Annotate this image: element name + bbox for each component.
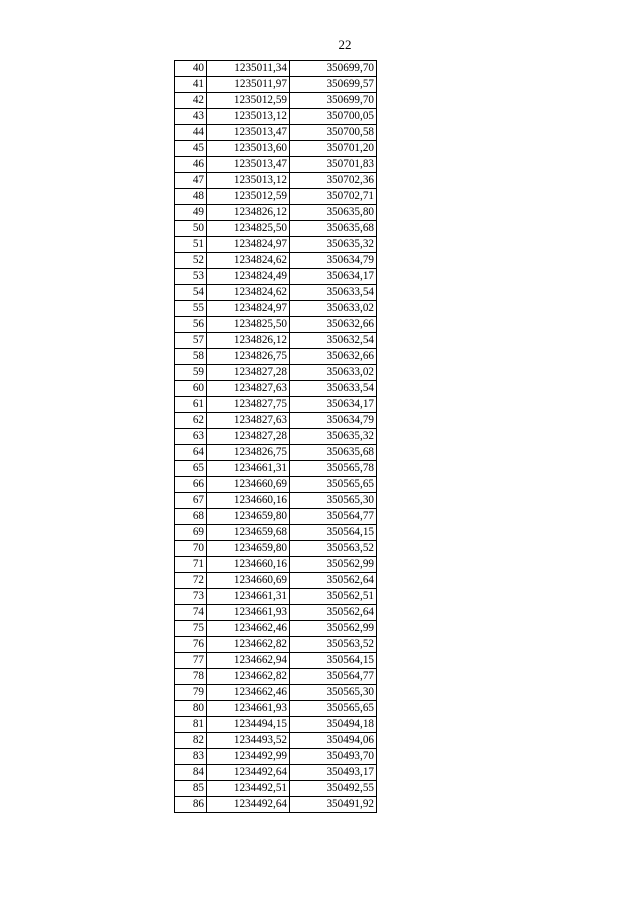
x-coordinate-cell: 1234824,62 [207,253,290,269]
table-row [175,717,377,733]
table-row [175,333,377,349]
table-row [175,429,377,445]
x-coordinate-cell: 1234659,80 [207,509,290,525]
point-number-cell: 80 [175,701,207,717]
table-row [175,125,377,141]
table-row [175,589,377,605]
y-coordinate-cell: 350563,52 [290,541,377,557]
point-number-cell: 65 [175,461,207,477]
x-coordinate-cell: 1234824,97 [207,237,290,253]
x-coordinate-cell: 1234662,94 [207,653,290,669]
point-number-cell: 79 [175,685,207,701]
x-coordinate-cell: 1234661,93 [207,605,290,621]
table-row [175,653,377,669]
point-number-cell: 77 [175,653,207,669]
y-coordinate-cell: 350562,99 [290,557,377,573]
point-number-cell: 73 [175,589,207,605]
y-coordinate-cell: 350702,36 [290,173,377,189]
table-row [175,109,377,125]
point-number-cell: 53 [175,269,207,285]
point-number-cell: 43 [175,109,207,125]
x-coordinate-cell: 1235013,12 [207,173,290,189]
x-coordinate-cell: 1234492,64 [207,797,290,813]
table-row [175,397,377,413]
point-number-cell: 76 [175,637,207,653]
table-row [175,141,377,157]
x-coordinate-cell: 1234492,64 [207,765,290,781]
table-row [175,349,377,365]
x-coordinate-cell: 1234660,16 [207,493,290,509]
x-coordinate-cell: 1234661,31 [207,589,290,605]
point-number-cell: 63 [175,429,207,445]
point-number-cell: 61 [175,397,207,413]
x-coordinate-cell: 1234662,82 [207,669,290,685]
point-number-cell: 40 [175,61,207,77]
table-row [175,61,377,77]
y-coordinate-cell: 350633,02 [290,365,377,381]
table-row [175,301,377,317]
x-coordinate-cell: 1235012,59 [207,93,290,109]
x-coordinate-cell: 1234825,50 [207,221,290,237]
x-coordinate-cell: 1235012,59 [207,189,290,205]
y-coordinate-cell: 350565,65 [290,701,377,717]
x-coordinate-cell: 1234824,49 [207,269,290,285]
table-row [175,189,377,205]
y-coordinate-cell: 350492,55 [290,781,377,797]
table-row [175,701,377,717]
point-number-cell: 47 [175,173,207,189]
y-coordinate-cell: 350633,02 [290,301,377,317]
x-coordinate-cell: 1234662,82 [207,637,290,653]
y-coordinate-cell: 350494,18 [290,717,377,733]
x-coordinate-cell: 1234827,75 [207,397,290,413]
x-coordinate-cell: 1235011,34 [207,61,290,77]
table-row [175,413,377,429]
y-coordinate-cell: 350699,70 [290,61,377,77]
table-row [175,317,377,333]
coordinates-table-body [175,61,377,813]
point-number-cell: 84 [175,765,207,781]
point-number-cell: 62 [175,413,207,429]
point-number-cell: 69 [175,525,207,541]
point-number-cell: 86 [175,797,207,813]
x-coordinate-cell: 1234492,99 [207,749,290,765]
table-row [175,93,377,109]
x-coordinate-cell: 1234827,28 [207,365,290,381]
y-coordinate-cell: 350493,17 [290,765,377,781]
point-number-cell: 45 [175,141,207,157]
y-coordinate-cell: 350565,30 [290,493,377,509]
table-row [175,685,377,701]
page-number: 22 [338,37,352,52]
table-row [175,269,377,285]
point-number-cell: 59 [175,365,207,381]
x-coordinate-cell: 1235013,47 [207,157,290,173]
table-row [175,733,377,749]
table-row [175,509,377,525]
x-coordinate-cell: 1234493,52 [207,733,290,749]
x-coordinate-cell: 1235013,60 [207,141,290,157]
y-coordinate-cell: 350564,15 [290,525,377,541]
y-coordinate-cell: 350635,32 [290,429,377,445]
x-coordinate-cell: 1234662,46 [207,621,290,637]
x-coordinate-cell: 1234825,50 [207,317,290,333]
table-row [175,461,377,477]
point-number-cell: 57 [175,333,207,349]
point-number-cell: 75 [175,621,207,637]
y-coordinate-cell: 350632,66 [290,317,377,333]
point-number-cell: 60 [175,381,207,397]
y-coordinate-cell: 350562,64 [290,573,377,589]
y-coordinate-cell: 350701,83 [290,157,377,173]
y-coordinate-cell: 350635,68 [290,221,377,237]
x-coordinate-cell: 1234826,75 [207,349,290,365]
table-row [175,77,377,93]
table-row [175,173,377,189]
y-coordinate-cell: 350634,17 [290,269,377,285]
table-row [175,541,377,557]
y-coordinate-cell: 350565,78 [290,461,377,477]
table-row [175,253,377,269]
x-coordinate-cell: 1234659,68 [207,525,290,541]
x-coordinate-cell: 1234826,75 [207,445,290,461]
table-row [175,365,377,381]
table-row [175,669,377,685]
point-number-cell: 66 [175,477,207,493]
y-coordinate-cell: 350565,30 [290,685,377,701]
x-coordinate-cell: 1234662,46 [207,685,290,701]
coordinates-table [174,60,377,813]
point-number-cell: 42 [175,93,207,109]
x-coordinate-cell: 1234824,97 [207,301,290,317]
y-coordinate-cell: 350633,54 [290,381,377,397]
x-coordinate-cell: 1235013,12 [207,109,290,125]
x-coordinate-cell: 1234827,28 [207,429,290,445]
y-coordinate-cell: 350493,70 [290,749,377,765]
y-coordinate-cell: 350699,57 [290,77,377,93]
point-number-cell: 72 [175,573,207,589]
point-number-cell: 82 [175,733,207,749]
table-row [175,605,377,621]
y-coordinate-cell: 350701,20 [290,141,377,157]
x-coordinate-cell: 1234661,31 [207,461,290,477]
table-row [175,477,377,493]
y-coordinate-cell: 350491,92 [290,797,377,813]
table-row [175,749,377,765]
x-coordinate-cell: 1234660,69 [207,573,290,589]
table-row [175,621,377,637]
y-coordinate-cell: 350565,65 [290,477,377,493]
point-number-cell: 51 [175,237,207,253]
table-row [175,765,377,781]
y-coordinate-cell: 350632,66 [290,349,377,365]
y-coordinate-cell: 350494,06 [290,733,377,749]
point-number-cell: 81 [175,717,207,733]
y-coordinate-cell: 350700,58 [290,125,377,141]
y-coordinate-cell: 350699,70 [290,93,377,109]
y-coordinate-cell: 350635,80 [290,205,377,221]
point-number-cell: 85 [175,781,207,797]
y-coordinate-cell: 350700,05 [290,109,377,125]
point-number-cell: 67 [175,493,207,509]
point-number-cell: 52 [175,253,207,269]
y-coordinate-cell: 350702,71 [290,189,377,205]
y-coordinate-cell: 350562,64 [290,605,377,621]
point-number-cell: 56 [175,317,207,333]
point-number-cell: 64 [175,445,207,461]
x-coordinate-cell: 1234492,51 [207,781,290,797]
point-number-cell: 70 [175,541,207,557]
x-coordinate-cell: 1235011,97 [207,77,290,93]
point-number-cell: 54 [175,285,207,301]
y-coordinate-cell: 350562,51 [290,589,377,605]
point-number-cell: 50 [175,221,207,237]
y-coordinate-cell: 350564,77 [290,669,377,685]
y-coordinate-cell: 350562,99 [290,621,377,637]
point-number-cell: 58 [175,349,207,365]
y-coordinate-cell: 350633,54 [290,285,377,301]
point-number-cell: 83 [175,749,207,765]
point-number-cell: 41 [175,77,207,93]
x-coordinate-cell: 1234494,15 [207,717,290,733]
point-number-cell: 49 [175,205,207,221]
x-coordinate-cell: 1234827,63 [207,381,290,397]
point-number-cell: 74 [175,605,207,621]
point-number-cell: 48 [175,189,207,205]
point-number-cell: 44 [175,125,207,141]
table-row [175,205,377,221]
table-row [175,525,377,541]
point-number-cell: 55 [175,301,207,317]
y-coordinate-cell: 350634,17 [290,397,377,413]
x-coordinate-cell: 1234659,80 [207,541,290,557]
y-coordinate-cell: 350632,54 [290,333,377,349]
table-row [175,445,377,461]
point-number-cell: 46 [175,157,207,173]
table-row [175,557,377,573]
table-row [175,573,377,589]
table-row [175,493,377,509]
x-coordinate-cell: 1234660,69 [207,477,290,493]
y-coordinate-cell: 350634,79 [290,413,377,429]
point-number-cell: 71 [175,557,207,573]
x-coordinate-cell: 1234660,16 [207,557,290,573]
table-row [175,157,377,173]
x-coordinate-cell: 1234827,63 [207,413,290,429]
x-coordinate-cell: 1234826,12 [207,205,290,221]
y-coordinate-cell: 350564,77 [290,509,377,525]
y-coordinate-cell: 350634,79 [290,253,377,269]
y-coordinate-cell: 350635,32 [290,237,377,253]
point-number-cell: 68 [175,509,207,525]
y-coordinate-cell: 350563,52 [290,637,377,653]
table-row [175,237,377,253]
y-coordinate-cell: 350635,68 [290,445,377,461]
table-row [175,221,377,237]
table-row [175,637,377,653]
x-coordinate-cell: 1234826,12 [207,333,290,349]
table-row [175,797,377,813]
table-row [175,781,377,797]
x-coordinate-cell: 1235013,47 [207,125,290,141]
x-coordinate-cell: 1234824,62 [207,285,290,301]
y-coordinate-cell: 350564,15 [290,653,377,669]
table-row [175,381,377,397]
x-coordinate-cell: 1234661,93 [207,701,290,717]
point-number-cell: 78 [175,669,207,685]
table-row [175,285,377,301]
